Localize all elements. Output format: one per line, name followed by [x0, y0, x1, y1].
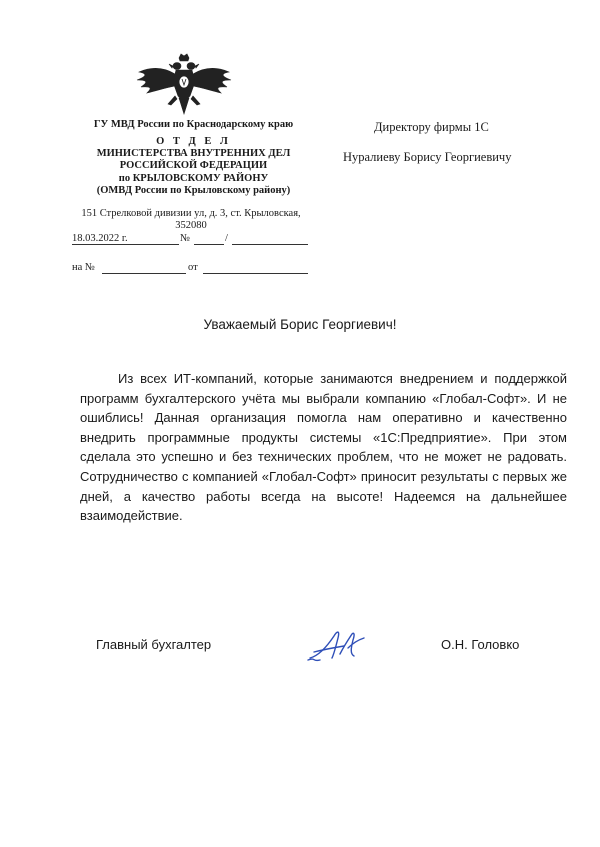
department-title: О Т Д Е Л: [156, 136, 231, 147]
department-short-name: (ОМВД России по Крыловскому району): [96, 184, 291, 196]
outgoing-date-line: [72, 233, 308, 246]
number-slash: /: [225, 233, 228, 244]
agency-name: ГУ МВД России по Краснодарскому краю: [93, 119, 294, 130]
address-line: 151 Стрелковой дивизии ул, д. 3, ст. Крыловская,: [81, 208, 301, 219]
department-line: МИНИСТЕРСТВА ВНУТРЕННИХ ДЕЛ: [96, 148, 291, 160]
signature-icon: [304, 624, 370, 664]
department-block: [66, 136, 321, 197]
department-line: РОССИЙСКОЙ ФЕДЕРАЦИИ: [119, 160, 268, 172]
reference-from-label: от: [188, 262, 198, 273]
letter-body: Из всех ИТ-компаний, которые занимаются внедрением и поддержкой программ бухгалтерского учёта мы выбрали компанию «Глобал-Софт». И не ошиблись! Данная организация помогла нам оперативно и качественно внедрить программные продукты системы «1С:Предприятие». При этом сделала это успешно и без технических проблем, что не может не радовать. Сотрудничество с компанией «Глобал-Софт» приносит результаты с первых же дней, а качество работы всегда на высоте! Надеемся на дальнейшее взаимодействие.: [80, 371, 567, 524]
number-sign: №: [180, 233, 191, 244]
address: [72, 208, 310, 232]
signatory-name: О.Н. Головко: [441, 637, 520, 652]
department-line: по КРЫЛОВСКОМУ РАЙОНУ: [118, 172, 269, 184]
signatory-title: Главный бухгалтер: [96, 637, 212, 652]
eagle-emblem-icon: [135, 52, 233, 118]
recipient-name: Нуралиеву Борису Георгиевичу: [343, 150, 512, 164]
outgoing-date: 18.03.2022 г.: [72, 233, 128, 244]
reference-number-label: на №: [72, 262, 95, 273]
reference-line: [72, 262, 308, 275]
address-postcode: 352080: [175, 220, 207, 231]
recipient-position: Директору фирмы 1С: [374, 120, 489, 134]
salutation: Уважаемый Борис Георгиевич!: [203, 317, 397, 332]
